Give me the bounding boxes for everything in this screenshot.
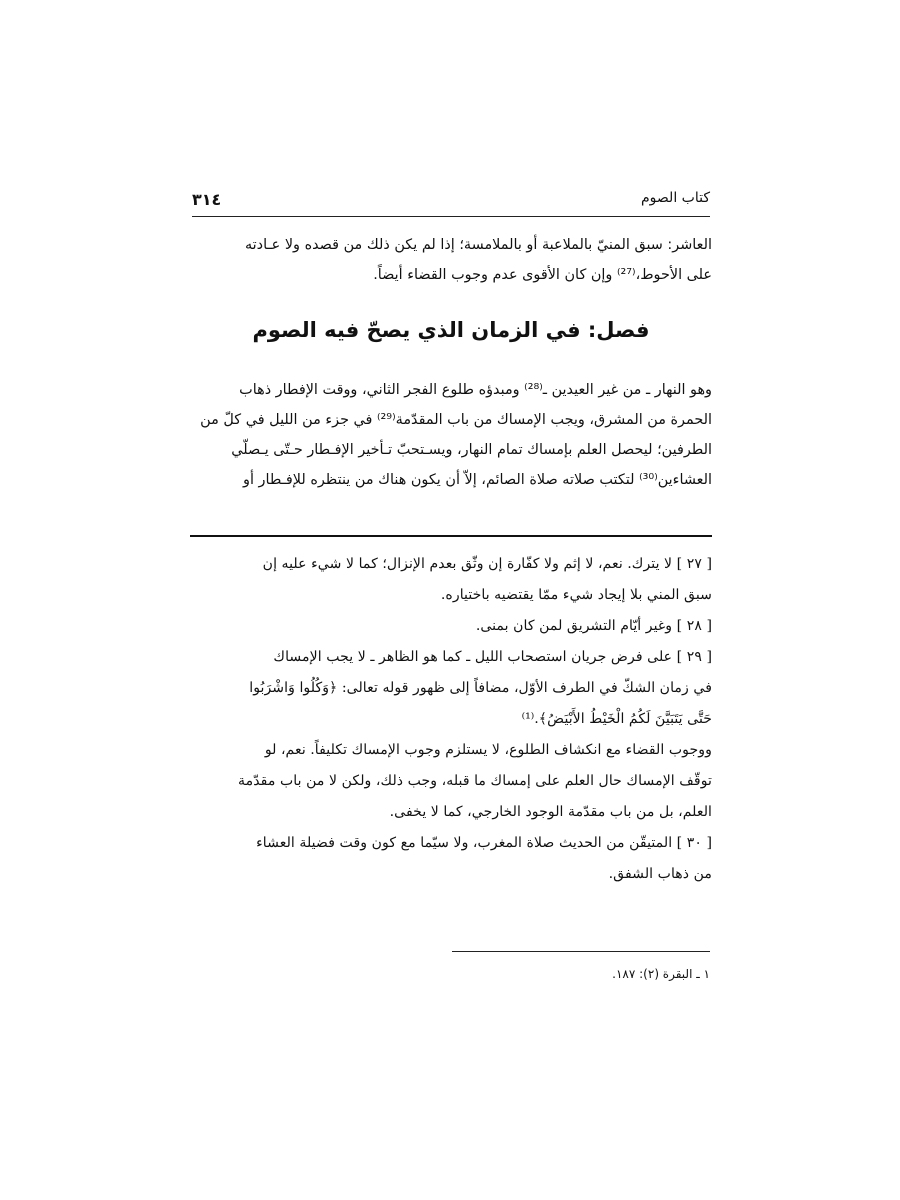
footnote-line: من ذهاب الشفق. — [608, 866, 712, 882]
footnote-line: [ ٢٨ ] وغير أيّام التشريق لمن كان بمنى. — [475, 618, 712, 634]
footnote-line: [ ٢٧ ] لا يترك. نعم، لا إثم ولا كفّارة إن وثّق بعدم الإنزال؛ كما لا شيء عليه إن — [262, 556, 712, 572]
footnote-line: العلم، بل من باب مقدّمة الوجود الخارجي، كما لا يخفى. — [389, 804, 712, 820]
footnote-divider — [190, 535, 712, 537]
footnote-line: توقّف الإمساك حال العلم على إمساك ما قبله، وجب ذلك، ولكن لا من باب مقدّمة — [238, 773, 712, 789]
footnote-line: في زمان الشكّ في الطرف الأوّل، مضافاً إلى ظهور قوله تعالى: ﴿وَكُلُوا وَاشْرَبُوا — [249, 680, 712, 696]
footnote-line: سبق المني بلا إيجاد شيء ممّا يقتضيه باختياره. — [440, 587, 712, 603]
text-line: الطرفين؛ ليحصل العلم بإمساك تمام النهار، ويسـتحبّ تـأخير الإفـطار حـتّى يـصلّي — [231, 442, 712, 458]
footnote-line: ووجوب القضاء مع انكشاف الطلوع، لا يستلزم وجوب الإمساك تكليفاً. نعم، لو — [264, 742, 712, 758]
footnotes — [190, 549, 712, 890]
page-number: ٣١٤ — [192, 190, 222, 209]
running-header — [192, 190, 710, 212]
text-line: الحمرة من المشرق، ويجب الإمساك من باب المقدّمة⁽²⁹⁾ في جزء من الليل في كلّ من — [200, 412, 712, 428]
text-line: على الأحوط،⁽²⁷⁾ وإن كان الأقوى عدم وجوب القضاء أيضاً. — [373, 267, 712, 283]
text-line: وهو النهار ـ من غير العيدين ـ⁽²⁸⁾ ومبدؤه طلوع الفجر الثاني، ووقت الإفطار ذهاب — [239, 382, 712, 398]
section-heading: فصل: في الزمان الذي يصحّ فيه الصوم — [252, 318, 650, 342]
text-line: العشاءين⁽³⁰⁾ لتكتب صلاته صلاة الصائم، إلاّ أن يكون هناك من ينتظره للإفـطار أو — [243, 472, 712, 488]
section-paragraph — [190, 375, 712, 495]
footnote-line: حَتَّى يَتَبَيَّنَ لَكُمُ الْخَيْطُ الأَبْيَضُ﴾.⁽¹⁾ — [521, 711, 712, 727]
text-line: العاشر: سبق المنيّ بالملاعبة أو بالملامسة؛ إذا لم يكن ذلك من قصده ولا عـادته — [244, 237, 712, 253]
footnote-line: [ ٢٩ ] على فرض جريان استصحاب الليل ـ كما هو الظاهر ـ لا يجب الإمساك — [273, 649, 712, 665]
book-title: كتاب الصوم — [641, 190, 710, 206]
quran-reference-note: ١ ـ البقرة (٢): ١٨٧. — [612, 967, 710, 981]
header-divider — [192, 216, 710, 217]
reference-divider — [452, 951, 710, 952]
intro-paragraph — [190, 230, 712, 290]
footnote-line: [ ٣٠ ] المتيقّن من الحديث صلاة المغرب، ولا سيّما مع كون وقت فضيلة العشاء — [256, 835, 712, 851]
